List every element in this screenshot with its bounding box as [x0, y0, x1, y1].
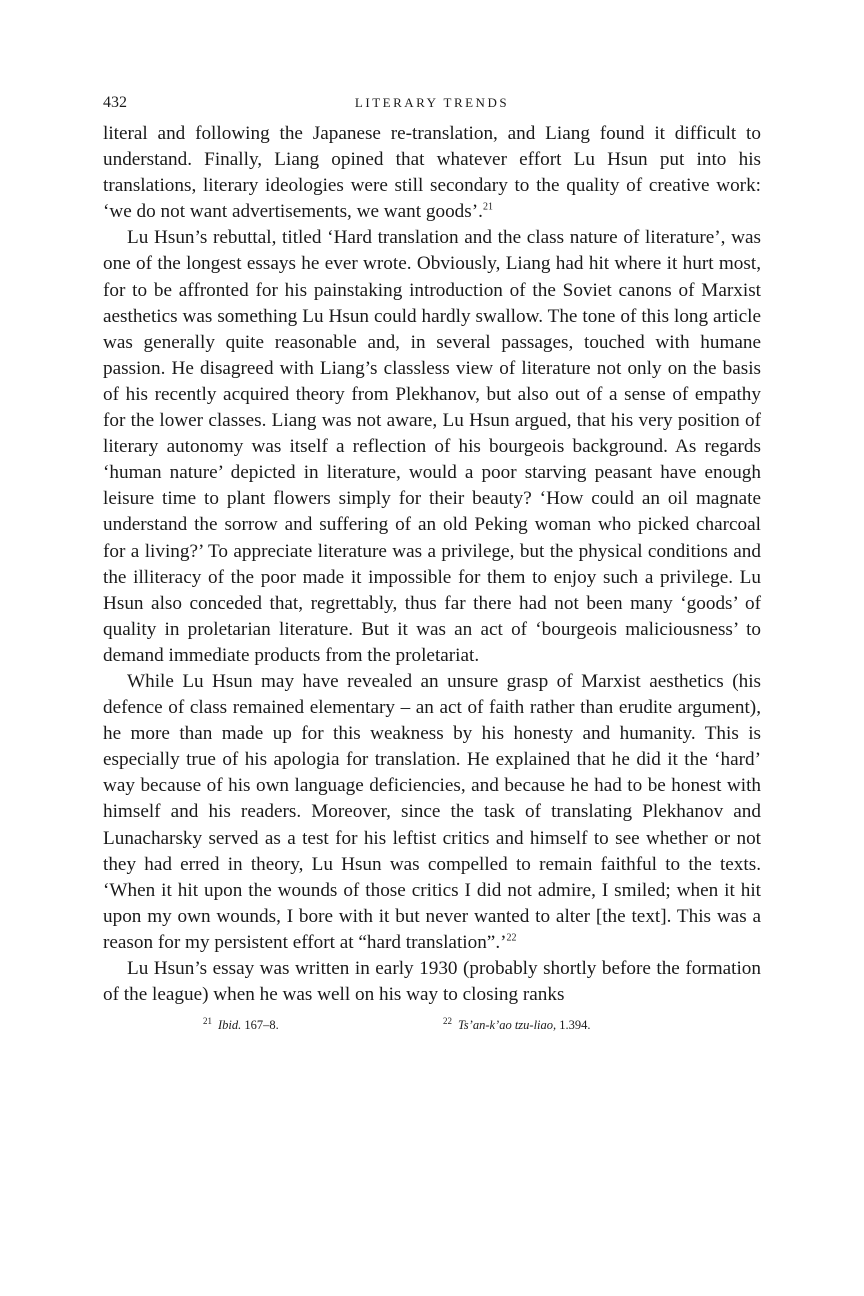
footnote: [443, 1012, 591, 1034]
footnote-reference: Ibid.: [218, 1018, 242, 1033]
paragraph: [103, 956, 761, 1008]
body-text: [103, 121, 761, 1008]
page-number: 432: [103, 94, 127, 111]
footnote-detail: 167–8.: [244, 1018, 279, 1033]
running-title: LITERARY TRENDS: [354, 95, 510, 110]
paragraph: [103, 669, 761, 956]
footnote-marker: 22: [506, 932, 517, 944]
footnote-detail: 1.394.: [559, 1018, 591, 1033]
paragraph-text: Lu Hsun’s rebuttal, titled ‘Hard translation and the class nature of literature’, was one of the longest essays he ever wrote. Obviously, Liang had hit where it hurt most, for to be affronted for his painstaking introduction of the Soviet canons of Marxist aesthetics was something Lu Hsun could hardly swallow. The tone of this long article was generally quite reasonable and, in several passages, touched with humane passion. He disagreed with Liang’s classless view of literature not only on the basis of his recently acquired theory from Plekhanov, but also out of a sense of empathy for the lower classes. Liang was not aware, Lu Hsun argued, that his very position of literary autonomy was itself a reflection of his bourgeois background. As regards ‘human nature’ depicted in literature, would a poor starving peasant have enough leisure time to plant flowers simply for their beauty? ‘How could an oil magnate understand the sorrow and suffering of an old Peking woman who picked charcoal for a living?’ To appreciate literature was a privilege, but the physical conditions and the illiteracy of the poor made it impossible for them to enjoy such a privilege. Lu Hsun also conceded that, regrettably, thus far there had not been many ‘goods’ of quality in proletarian literature. But it was an act of ‘bourgeois maliciousness’ to demand immediate products from the proletariat.: [103, 227, 761, 666]
running-head: [103, 90, 761, 116]
footnote-reference: Ts’an-k’ao tzu-liao,: [458, 1018, 557, 1033]
paragraph-text: Lu Hsun’s essay was written in early 1930 (probably shortly before the formation of the league) when he was well on his way to closing ranks: [103, 958, 761, 1006]
footnote-number: 22: [443, 1016, 452, 1027]
footnotes: [103, 1012, 761, 1032]
paragraph: [103, 225, 761, 669]
paragraph-continuation: [103, 121, 761, 225]
footnote-marker: 21: [482, 201, 493, 213]
paragraph-text: While Lu Hsun may have revealed an unsure grasp of Marxist aesthetics (his defence of class remained elementary – an act of faith rather than erudite argument), he more than made up for this weakness by his honesty and humanity. This is especially true of his apologia for translation. He explained that he did it the ‘hard’ way because of his own language deficiencies, and because he had to be honest with himself and his readers. Moreover, since the task of translating Plekhanov and Lunacharsky served as a test for his leftist critics and himself to see whether or not they had erred in theory, Lu Hsun was compelled to remain faithful to the texts. ‘When it hit upon the wounds of those critics I did not admire, I smiled; when it hit upon my own wounds, I bore with it but never wanted to alter [the text]. This was a reason for my persistent effort at “hard translation”.’: [103, 670, 761, 953]
book-page: [103, 90, 761, 1032]
footnote: [203, 1012, 279, 1034]
footnote-number: 21: [203, 1016, 212, 1027]
paragraph-text: literal and following the Japanese re-translation, and Liang found it difficult to understand. Finally, Liang opined that whatever effort Lu Hsun put into his translations, literary ideologies were still secondary to the quality of creative work: ‘we do not want advertisements, we want goods’.: [103, 123, 761, 223]
